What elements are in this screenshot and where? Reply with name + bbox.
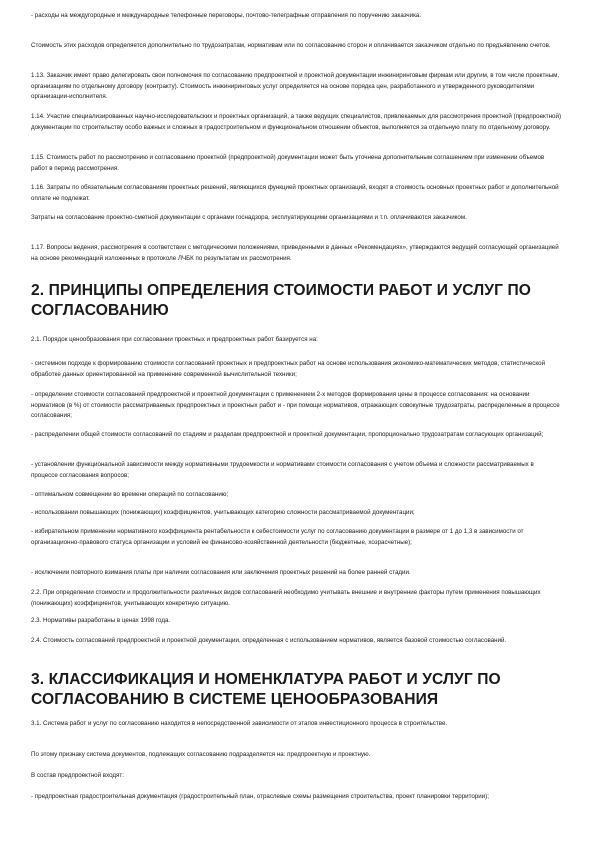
paragraph: - системном подходе к формированию стоимости согласований проектных и предпроектных работ на основе использования экономико-математических методов, статистической обработке данных ориентированной на применение современной вычислительной техники;: [31, 360, 546, 378]
paragraph: В состав предпроектной входят:: [31, 772, 124, 779]
paragraph: - расходы на междугородные и международные телефонные переговоры, почтово-телеграфные отправления по поручению заказчика.: [31, 12, 422, 19]
paragraph: 2.4. Стоимость согласований предпроектной и проектной документации, определенная с использованием нормативов, является базовой стоимостью согласований.: [31, 637, 507, 644]
section-heading: 2. ПРИНЦИПЫ ОПРЕДЕЛЕНИЯ СТОИМОСТИ РАБОТ И УСЛУГ ПО СОГЛАСОВАНИЮ: [31, 282, 531, 319]
paragraph: 3.1. Система работ и услуг по согласованию находится в непосредственной зависимости от этапов инвестиционного процесса в строительстве.: [31, 720, 448, 727]
paragraph: По этому признаку система документов, подлежащих согласованию подразделяется на: предпроектную и проектную.: [31, 751, 371, 758]
paragraph: Стоимость этих расходов определяется дополнительно по трудозатратам, нормативам или по согласованию сторон и оплачивается заказчиком отдельно по предъявлению счетов.: [31, 42, 551, 49]
paragraph: 2.3. Нормативы разработаны в ценах 1998 года.: [31, 617, 171, 624]
paragraph: 1.16. Затраты по обязательным согласованиям проектных решений, являющихся функцией проектных организаций, входят в стоимость основных проектных работ и дополнительной оплате не подлежат.: [31, 184, 559, 202]
paragraph: - определении стоимости согласований предпроектной и проектной документации с применением 2-х методов формирования цены в процессе согласования: на основании нормативов (в %) от стоимости рассматриваемых предпроектных и проектных работ и - при помощи нормативов, отражающих совокупные трудозатраты, распределенные в процессе согласования;: [31, 391, 560, 420]
paragraph: - избирательном применении нормативного коэффициента рентабельности к себестоимости услуг по согласованию документации в размере от 1 до 1,3 в зависимости от организационно-правового статуса организации и условий ее финансово-хозяйственной деятельности (бюджетные, хозрасчетные);: [31, 528, 524, 546]
paragraph: - исключении повторного взимания платы при наличии согласования или заключения проектных решений на более ранней стадии.: [31, 569, 411, 576]
paragraph: 1.13. Заказчик имеет право делегировать свои полномочия по согласованию предпроектной и проектной документации инжиниринговым фирмам или другим, в том числе проектным, организациям по отдельному договору (контракту). Стоимость инжиниринговых услуг определяется на основе порядка цен, разработанного и утвержденного руководителями организации-исполнителя.: [31, 72, 560, 101]
paragraph: 1.17. Вопросы ведения, рассмотрения в соответствии с методическими положениями, приведенными в данных «Рекомендациях», утверждаются ведущей согласующей организацией на основе рекомендаций изложенных в протоколе ЛЧБК по результатам их рассмотрения.: [31, 244, 559, 262]
paragraph: - установлении функциональной зависимости между нормативными трудоемкости и нормативами стоимости согласования с учетом объема и сложности рассматриваемых в процессе согласования вопросов;: [31, 461, 534, 479]
paragraph: - использовании повышающих (понижающих) коэффициентов, учитывающих категорию сложности рассматриваемой документации;: [31, 509, 415, 516]
paragraph: 1.15. Стоимость работ по рассмотрению и согласованию проектной (предпроектной) документации может быть уточнена дополнительным соглашением при изменении объемов работ в период рассмотрения.: [31, 154, 545, 172]
paragraph: - предпроектная градостроительная документация (градостроительный план, отраслевые схемы размещения строительства, проект планировки территории);: [31, 793, 489, 800]
paragraph: - распределении общей стоимости согласований по стадиям и разделам предпроектной и проектной документации, пропорционально трудозатратам согласующих организаций;: [31, 431, 544, 438]
paragraph: Затраты на согласование проектно-сметной документации с органами госнадзора, эксплуатирующими организациями и т.п. оплачиваются заказчиком.: [31, 214, 467, 221]
paragraph: 1.14. Участие специализированных научно-исследовательских и проектных организаций, а также ведущих специалистов, привлекаемых для рассмотрения проектной (предпроектной) документации по строительству особо важных и сложных в градостроительном и функциональном отношении объектов, выполняется за отдельную плату по отдельному договору.: [31, 113, 562, 131]
paragraph: - оптимальном совмещении во времени операций по согласованию;: [31, 491, 229, 498]
section-heading: 3. КЛАССИФИКАЦИЯ И НОМЕНКЛАТУРА РАБОТ И УСЛУГ ПО СОГЛАСОВАНИЮ В СИСТЕМЕ ЦЕНООБРАЗОВАНИЯ: [31, 671, 501, 708]
paragraph: 2.2. При определении стоимости и продолжительности различных видов согласований необходимо учитывать внешние и внутренние факторы путем применения повышающих (понижающих) коэффициентов, учитывающих конкретную ситуацию.: [31, 589, 541, 607]
paragraph: 2.1. Порядок ценообразования при согласовании проектных и предпроектных работ базируется на:: [31, 336, 318, 343]
